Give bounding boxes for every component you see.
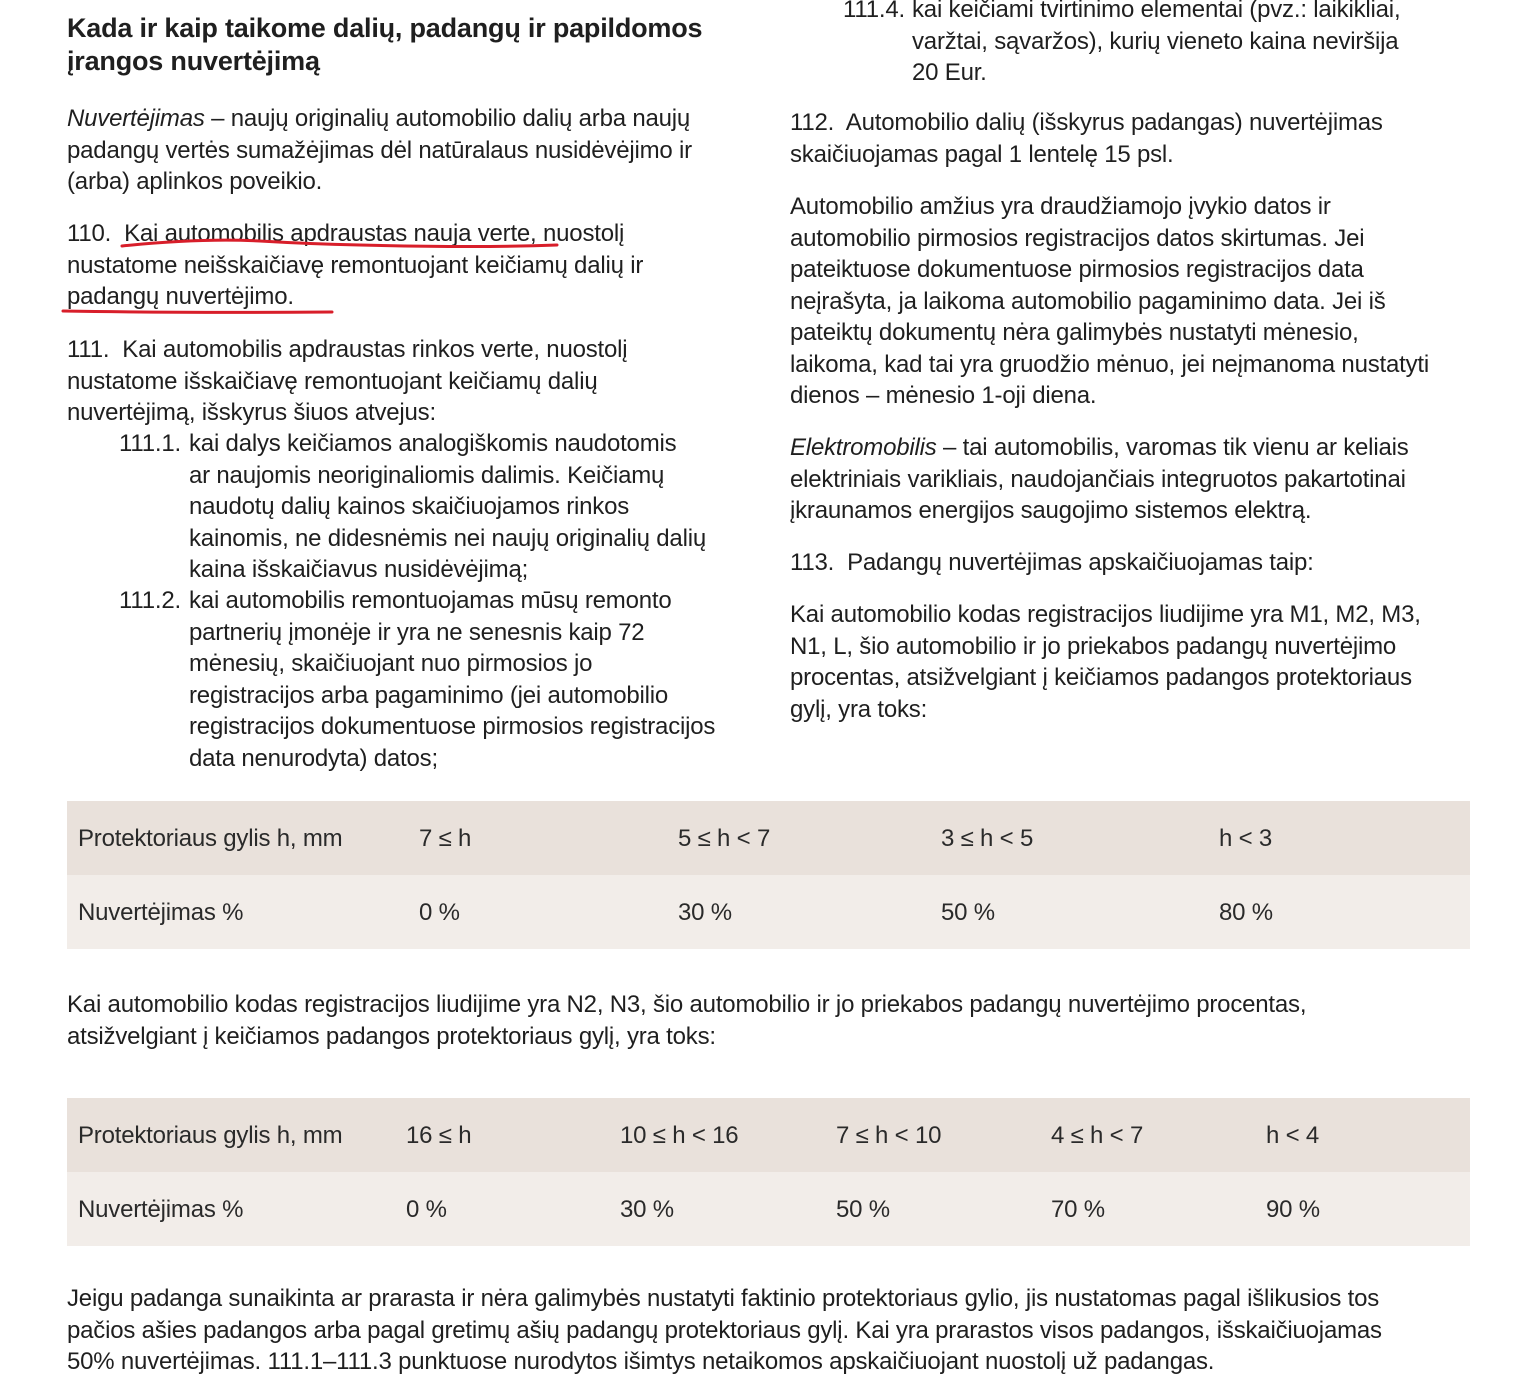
clause-111-1-line: kainomis, ne didesnėmis nei naujų originalių dalių — [189, 524, 706, 552]
clause-113-number: 113. — [790, 549, 835, 576]
lost-tire-paragraph — [67, 1283, 1382, 1378]
clause-111-4-line: varžtai, sąvaržos), kurių vieneto kaina neviršija — [912, 27, 1399, 55]
table-row — [67, 875, 1470, 949]
n-codes-line-2: atsižvelgiant į keičiamos padangos protektoriaus gylį, yra toks: — [67, 1022, 716, 1050]
table-header-cell: 7 ≤ h < 10 — [836, 1122, 942, 1149]
table-cell: 30 % — [678, 899, 732, 926]
definition-text: – naujų originalių automobilio dalių arba naujų — [204, 105, 691, 132]
clause-111-1-line: naudotų dalių kainos skaičiuojamos rinkos — [189, 493, 630, 520]
clause-111-line-3: nuvertėjimą, išskyrus šiuos atvejus: — [67, 399, 436, 426]
clause-113-text: Padangų nuvertėjimas apskaičiuojamas taip: — [847, 549, 1314, 576]
clause-112-number: 112. — [790, 109, 835, 136]
table-cell: 50 % — [941, 899, 995, 926]
m-codes-line: Kai automobilio kodas registracijos liudijime yra M1, M2, M3, — [790, 601, 1421, 628]
clause-112 — [790, 107, 1383, 170]
heading-line-1: Kada ir kaip taikome dalių, padangų ir papildomos — [67, 13, 703, 43]
table-header-cell: h < 4 — [1266, 1122, 1320, 1149]
table-header-row — [67, 801, 1470, 875]
table-cell: 90 % — [1266, 1196, 1320, 1223]
table-header-cell: 3 ≤ h < 5 — [941, 825, 1034, 852]
clause-112-line-2: skaičiuojamas pagal 1 lentelę 15 psl. — [790, 140, 1174, 168]
heading-line-2: įrangos nuvertėjimą — [67, 46, 320, 76]
table-header-cell: 5 ≤ h < 7 — [678, 825, 771, 852]
footer-line: 50% nuvertėjimas. 111.1–111.3 punktuose nurodytos išimtys netaikomos apskaičiuojant nuostolį už padangas. — [67, 1348, 1215, 1375]
footer-line: pačios ašies padangos arba pagal gretimų ašių padangų protektoriaus gylį. Kai yra prarastos visos padangos, išskaičiuojamas — [67, 1316, 1382, 1344]
clause-110-number: 110. — [67, 220, 112, 247]
clause-113-line — [790, 547, 1314, 579]
definition-line-2: padangų vertės sumažėjimas dėl natūralaus nusidėvėjimo ir — [67, 136, 692, 164]
clause-111 — [67, 334, 627, 429]
clause-111-4-line: kai keičiami tvirtinimo elementai (pvz.: laikikliai, — [912, 0, 1401, 23]
clause-111-4-line: 20 Eur. — [912, 59, 987, 86]
footer-line: Jeigu padanga sunaikinta ar prarasta ir nėra galimybės nustatyti faktinio protektoriaus gylio, jis nustatomas pagal išlikusios tos — [67, 1285, 1380, 1312]
clause-113 — [790, 547, 1314, 579]
n-codes-paragraph — [67, 989, 1306, 1052]
table-cell: 70 % — [1051, 1196, 1105, 1223]
table-header-cell: 10 ≤ h < 16 — [620, 1122, 739, 1149]
underline-stroke-2 — [63, 311, 332, 312]
ev-line-3: įkraunamos energijos saugojimo sistemos elektrą. — [790, 497, 1312, 524]
table-cell: 0 % — [406, 1196, 447, 1223]
clause-111-text: Kai automobilis apdraustas rinkos verte, nuostolį — [122, 336, 628, 363]
definition-line-3: (arba) aplinkos poveikio. — [67, 168, 323, 195]
clause-112-line-1 — [790, 107, 1383, 139]
age-line: pateiktuose dokumentuose pirmosios registracijos data — [790, 256, 1364, 283]
clause-110-highlighted-text: Kai automobilis apdraustas nauja verte, — [124, 220, 537, 247]
table-cell: 50 % — [836, 1196, 890, 1223]
definition-line-1 — [67, 103, 692, 135]
section-heading — [67, 12, 702, 78]
ev-text: – tai automobilis, varomas tik vienu ar keliais — [936, 434, 1409, 461]
table-header-cell: Protektoriaus gylis h, mm — [78, 825, 343, 852]
vehicle-age-paragraph — [790, 191, 1429, 412]
ev-line-1 — [790, 432, 1409, 464]
definition-elektromobilis — [790, 432, 1409, 527]
n-codes-line-1: Kai automobilio kodas registracijos liudijime yra N2, N3, šio automobilio ir jo priekabos padangų nuvertėjimo procentas, — [67, 991, 1307, 1018]
table-row — [67, 1172, 1470, 1246]
clause-111-line-2: nustatome išskaičiavę remontuojant keičiamų dalių — [67, 367, 598, 395]
clause-111-2-number: 111.2. — [119, 587, 181, 614]
clause-111-number: 111. — [67, 336, 110, 363]
table-cell: 80 % — [1219, 899, 1273, 926]
m-codes-line: N1, L, šio automobilio ir jo priekabos padangų nuvertėjimo — [790, 632, 1397, 660]
clause-110-line-2: nustatome neišskaičiavę remontuojant keičiamų dalių ir — [67, 251, 644, 279]
table-header-row — [67, 1098, 1470, 1172]
definition-nuvertejimas — [67, 103, 692, 198]
m-codes-line: procentas, atsižvelgiant į keičiamos padangos protektoriaus — [790, 664, 1412, 691]
age-line: neįrašyta, ja laikoma automobilio pagaminimo data. Jei iš — [790, 287, 1386, 315]
age-line: automobilio pirmosios registracijos datos skirtumas. Jei — [790, 224, 1365, 252]
clause-111-2-line: registracijos arba pagaminimo (jei automobilio — [189, 681, 669, 709]
clause-112-text: Automobilio dalių (išskyrus padangas) nuvertėjimas — [845, 109, 1383, 136]
table-header-cell: Protektoriaus gylis h, mm — [78, 1122, 343, 1149]
underline-stroke-1 — [122, 240, 557, 246]
ev-line-2: elektriniais varikliais, naudojančiais integruotos pakartotinai — [790, 465, 1406, 493]
age-line: dienos – mėnesio 1-oji diena. — [790, 382, 1097, 409]
age-line: pateiktų dokumentų nėra galimybės nustatyti mėnesio, — [790, 319, 1359, 346]
clause-111-2-line: data nenurodyta) datos; — [189, 744, 438, 772]
clause-111-1-line: ar naujomis neoriginaliomis dalimis. Keičiamų — [189, 461, 665, 489]
table-header-cell: 7 ≤ h — [419, 825, 472, 852]
clause-110-line-3: padangų nuvertėjimo. — [67, 283, 294, 310]
clause-111-1-line: kaina išskaičiavus nusidėvėjimą; — [189, 556, 529, 583]
tire-depreciation-table-n-codes — [67, 1098, 1470, 1246]
table-cell: Nuvertėjimas % — [78, 899, 244, 926]
clause-111-4-number: 111.4. — [843, 0, 905, 23]
definition-term: Nuvertėjimas — [67, 105, 205, 132]
m-codes-paragraph — [790, 599, 1421, 725]
table-header-cell: 16 ≤ h — [406, 1122, 472, 1149]
table-header-cell: 4 ≤ h < 7 — [1051, 1122, 1144, 1149]
clause-111-1-line: kai dalys keičiamos analogiškomis naudotomis — [189, 430, 677, 457]
clause-111-line-1 — [67, 334, 627, 366]
table-cell: 30 % — [620, 1196, 674, 1223]
ev-term: Elektromobilis — [790, 434, 937, 461]
table-cell: Nuvertėjimas % — [78, 1196, 244, 1223]
age-line: laikoma, kad tai yra gruodžio mėnuo, jei neįmanoma nustatyti — [790, 350, 1430, 378]
table-header-cell: h < 3 — [1219, 825, 1273, 852]
clause-111-2-line: partnerių įmonėje ir yra ne senesnis kaip 72 — [189, 618, 645, 646]
tire-depreciation-table-m-codes — [67, 801, 1470, 949]
m-codes-line: gylį, yra toks: — [790, 695, 928, 723]
clause-110-text: nuostolį — [536, 220, 625, 247]
clause-111-2-line: registracijos dokumentuose pirmosios registracijos — [189, 713, 716, 740]
table-cell: 0 % — [419, 899, 460, 926]
red-underline-annotation — [60, 225, 580, 320]
clause-111-2-line: kai automobilis remontuojamas mūsų remonto — [189, 587, 672, 614]
clause-111-2-line: mėnesių, skaičiuojant nuo pirmosios jo — [189, 650, 593, 677]
age-line: Automobilio amžius yra draudžiamojo įvykio datos ir — [790, 193, 1331, 220]
clause-111-1-number: 111.1. — [119, 430, 181, 457]
